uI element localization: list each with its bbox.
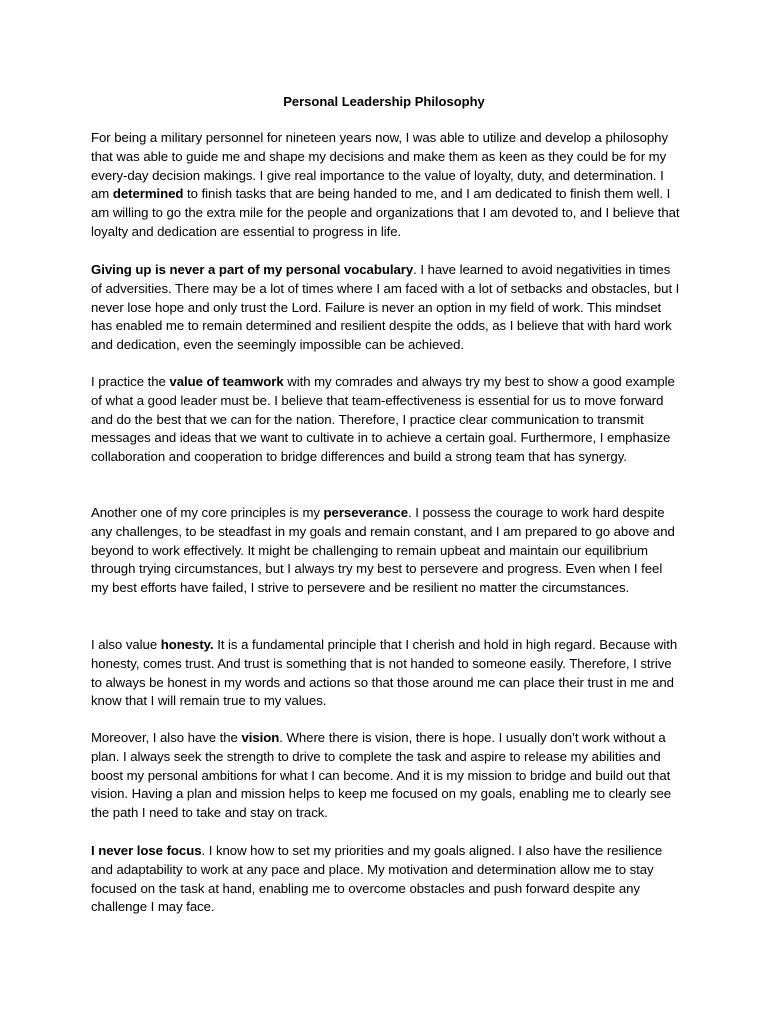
paragraph-perseverance [91, 504, 681, 598]
document-title: Personal Leadership Philosophy [283, 94, 485, 109]
paragraph-text: . I know how to set my priorities and my goals aligned. I also have the resilience and adaptability to work at any pace and place. My motivation and determination allow me to stay focused on the task at hand, enabling me to overcome obstacles and push forward despite any challenge I may face. [91, 843, 663, 915]
bold-phrase: honesty. [160, 637, 214, 652]
paragraph-loyalty-duty-determination [91, 129, 681, 242]
paragraph-text: . I have learned to avoid negativities in times of adversities. There may be a lot of times where I am faced with a lot of setbacks and obstacles, but I never lose hope and only trust the Lord. Failure is never an option in my field of work. This mindset has enabled me to remain determined and resilient despite the odds, as I believe that with hard work and dedication, even the seemingly impossible can be achieved. [91, 262, 680, 353]
paragraph-honesty [91, 636, 681, 711]
paragraph-teamwork [91, 373, 681, 467]
bold-phrase: vision [241, 730, 280, 745]
bold-phrase: perseverance [323, 505, 408, 520]
paragraph-focus [91, 842, 681, 917]
paragraph-text: Moreover, I also have the [91, 730, 242, 745]
paragraph-text: I also value [91, 637, 161, 652]
paragraph-text: . Where there is vision, there is hope. I usually don’t work without a plan. I always seek the strength to drive to complete the task and aspire to release my abilities and boost my personal ambitions for what I can become. And it is my mission to bridge and build out that vision. Having a plan and mission helps to keep me focused on my goals, enabling me to clearly see the path I need to take and stay on track. [91, 730, 672, 821]
paragraph-text: I practice the [91, 374, 170, 389]
paragraph-text: . I possess the courage to work hard despite any challenges, to be steadfast in my goals and remain constant, and I am prepared to go above and beyond to work effectively. It might be challenging to remain upbeat and maintain our equilibrium through trying circumstances, but I always try my best to persevere and progress. Even when I feel my best efforts have failed, I strive to persevere and be resilient no matter the circumstances. [91, 505, 675, 596]
paragraph-vision [91, 729, 681, 823]
bold-phrase: determined [112, 186, 184, 202]
bold-phrase: I never lose focus [91, 843, 202, 858]
bold-phrase: value of teamwork [169, 374, 284, 389]
paragraph-text: For being a military personnel for nineteen years now, I was able to utilize and develop a philosophy that was able to guide me and shape my decisions and make them as keen as they could be for my every-day decision makings. I give real importance to the value of loyalty, duty, and determination. I am [91, 130, 669, 202]
paragraph-never-give-up [91, 261, 681, 355]
bold-phrase: Giving up is never a part of my personal vocabulary [91, 262, 414, 277]
paragraph-text: with my comrades and always try my best to show a good example of what a good leader must be. I believe that team-effectiveness is essential for us to move forward and do the best that we can for the nation. Therefore, I practice clear communication to transmit messages and ideas that we want to cultivate in to achieve a certain goal. Furthermore, I emphasize collaboration and cooperation to bridge differences and build a strong team that has synergy. [91, 374, 675, 465]
paragraph-text: Another one of my core principles is my [91, 505, 324, 520]
paragraph-text: to finish tasks that are being handed to me, and I am dedicated to finish them well. I am willing to go the extra mile for the people and organizations that I am devoted to, and I believe that loyalty and dedication are essential to progress in life. [91, 186, 680, 239]
paragraph-text: It is a fundamental principle that I cherish and hold in high regard. Because with honesty, comes trust. And trust is something that is not handed to someone easily. Therefore, I strive to always be honest in my words and actions so that those around me can place their trust in me and know that I will remain true to my values. [91, 637, 678, 709]
